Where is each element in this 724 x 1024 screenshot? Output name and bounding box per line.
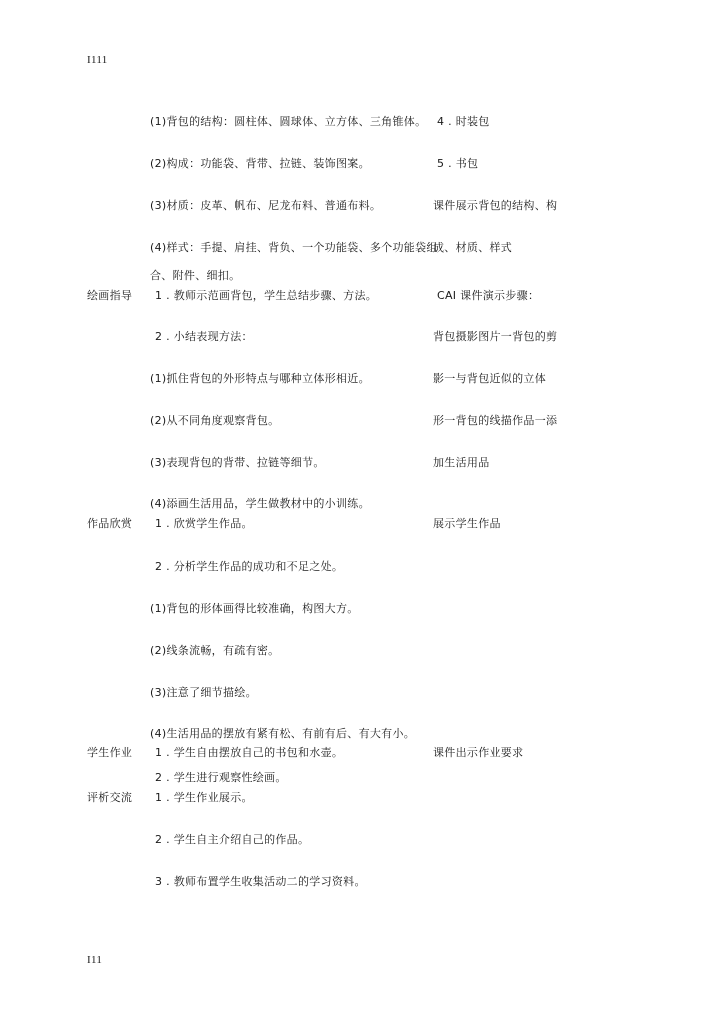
resource-line: 课件展示背包的结构、构 — [433, 199, 558, 212]
content-line: (4)添画生活用品，学生做教材中的小训练。 — [150, 497, 370, 510]
content-line: (2)线条流畅，有疏有密。 — [150, 644, 280, 657]
content-line: (2)从不同角度观察背包。 — [150, 414, 280, 427]
header-mark: I111 — [87, 54, 108, 66]
content-line: (2)构成：功能袋、背带、拉链、装饰图案。 — [150, 157, 370, 170]
section-label: 作品欣赏 — [87, 517, 133, 530]
content-line: 合、附件、细扣。 — [150, 269, 241, 282]
resource-line: 背包摄影图片一背包的剪 — [433, 330, 558, 343]
content-line: 1 . 学生作业展示。 — [155, 791, 253, 804]
content-line: 3 . 教师布置学生收集活动二的学习资料。 — [155, 875, 366, 888]
resource-line: 4 . 时装包 — [437, 115, 490, 128]
content-line: 2 . 学生进行观察性绘画。 — [155, 771, 287, 784]
content-line: 2 . 学生自主介绍自己的作品。 — [155, 833, 310, 846]
content-line: (3)表现背包的背带、拉链等细节。 — [150, 456, 325, 469]
content-line: 1 . 欣赏学生作品。 — [155, 517, 253, 530]
content-line: (3)注意了细节描绘。 — [150, 686, 257, 699]
content-line: (1)背包的结构：圆柱体、圆球体、立方体、三角锥体。 — [150, 115, 427, 128]
content-line: 1 . 学生自由摆放自己的书包和水壶。 — [155, 746, 344, 759]
resource-line: 加生活用品 — [433, 456, 490, 469]
content-line: 2 . 分析学生作品的成功和不足之处。 — [155, 560, 344, 573]
section-label: 学生作业 — [87, 746, 133, 759]
content-line: (4)样式：手提、肩挂、背负、一个功能袋、多个功能袋组 — [150, 241, 438, 254]
section-label: 评析交流 — [87, 791, 133, 804]
content-line: 2 . 小结表现方法： — [155, 330, 253, 343]
resource-line: 形一背包的线描作品一添 — [433, 414, 558, 427]
resource-line: 5 . 书包 — [437, 157, 479, 170]
resource-line: 影一与背包近似的立体 — [433, 372, 546, 385]
resource-line: 展示学生作品 — [433, 517, 501, 530]
content-line: (1)背包的形体画得比较准确，构图大方。 — [150, 602, 359, 615]
resource-line: 课件出示作业要求 — [433, 746, 524, 759]
section-label: 绘画指导 — [87, 289, 133, 302]
content-line: (4)生活用品的摆放有紧有松、有前有后、有大有小。 — [150, 727, 416, 740]
content-line: (3)材质：皮革、帆布、尼龙布料、普通布料。 — [150, 199, 382, 212]
resource-line: 成、材质、样式 — [433, 241, 513, 254]
footer-mark: I11 — [87, 954, 103, 966]
resource-line: CAI 课件演示步骤： — [437, 289, 540, 302]
content-line: (1)抓住背包的外形特点与哪种立体形相近。 — [150, 372, 370, 385]
content-line: 1 . 教师示范画背包，学生总结步骤、方法。 — [155, 289, 378, 302]
